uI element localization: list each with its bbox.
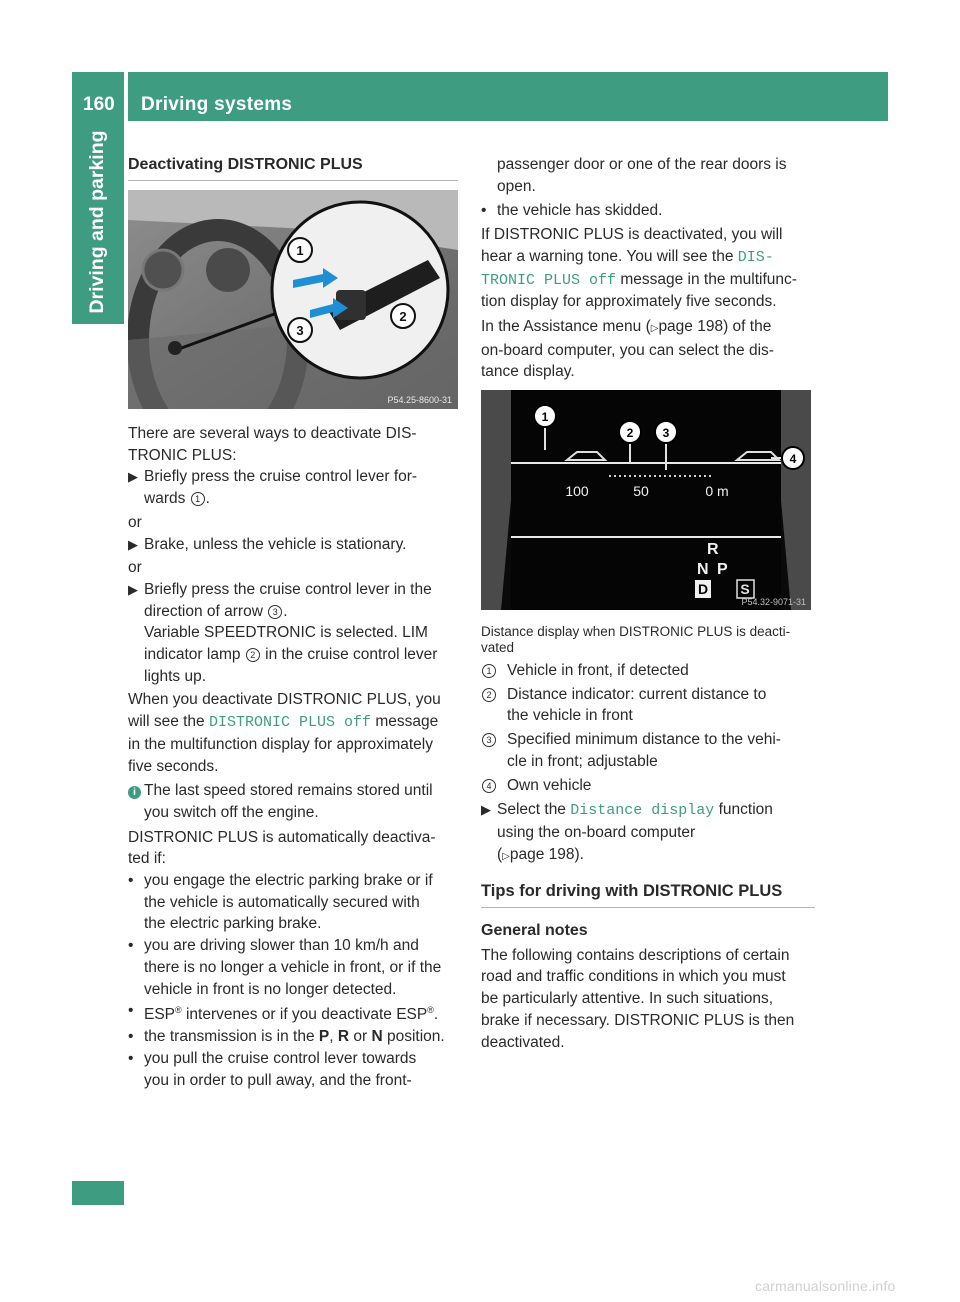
header-page-number-bar (72, 72, 124, 121)
info-icon: i (128, 786, 141, 799)
step-item: ▶ Briefly press the cruise control lever in the (128, 579, 460, 601)
gear-n: N (697, 561, 709, 578)
display-message: DISTRONIC PLUS off (209, 714, 372, 732)
callout-3: 3 (296, 323, 304, 338)
intro-line: There are several ways to deactivate DIS- (128, 425, 417, 442)
left-text: There are several ways to deactivate DIS- TRONIC PLUS: ▶ Briefly press the cruise control lever for- wards 1 . or ▶ Brake, unless the vehicle is stationary. or ▶ Briefly press the cruise control lever in the direction of arrow 3 . Variable SPEEDTRONIC is selected. LIM indicator lamp 2 in the cruise control lever lights up. When you deactivate DISTRONIC PLUS, you will see the DISTRONIC PLUS off message in the multifunction display for approximately five seconds. i The last speed stored remains stored until you switch off the engine. DISTRONIC PLUS is automatically deactiva- ted if: • you engage the electric parking brake or if the vehicle is automatically secured with the electric parking brake. • you are driving slower than 10 km/h and there is no longer a vehicle in front, or if the vehicle in front is no longer detected. • ESP® intervenes or if you deactivate ESP®. • the transmission is in the P, R or N position. • you pull the cruise control lever towards you in order to pull away, and the front- (128, 423, 460, 1091)
page-number: 160 (83, 94, 115, 116)
section-title: Driving systems (141, 94, 293, 116)
lever-illustration (128, 190, 458, 409)
bullet-icon: • (128, 872, 134, 890)
bullet-item: • the vehicle has skidded. (481, 200, 815, 222)
general-notes-heading: General notes (481, 922, 588, 940)
callout-1: 1 (541, 410, 549, 424)
triangle-right-icon: ▶ (128, 581, 138, 597)
gear-p: P (717, 561, 728, 578)
figure-code: P54.25-8600-31 (387, 395, 452, 405)
gear-d: D (697, 581, 709, 597)
distance-display-illustration (481, 390, 811, 610)
function-name: Distance display (570, 802, 715, 820)
bullet-icon: • (128, 1002, 134, 1020)
side-tab-label: Driving and parking (86, 130, 109, 314)
right-text-bottom: Distance display when DISTRONIC PLUS is deacti- vated 1 Vehicle in front, if detected 2 Distance indicator: current distance to the vehicle in front 3 Specified minimum distance to the vehi- cle in front; adjustable 4 Own vehicle ▶ Select the Distance display function using the on-board computer (▷page 198). Tips for driving with DISTRONIC PLUS General notes The following contains descriptions of certain road and traffic conditions in which you must be particularly attentive. In such situations, brake if necessary. DISTRONIC PLUS is then deactivated. (481, 624, 815, 1053)
callout-ref-3: 3 (268, 605, 282, 619)
intro-line: TRONIC PLUS: (128, 446, 237, 464)
callout-2: 2 (626, 426, 634, 440)
lever-figure (128, 190, 458, 409)
gear-r: R (707, 541, 719, 558)
triangle-right-icon: ▶ (481, 802, 491, 818)
callout-ref-2: 2 (246, 648, 260, 662)
bullet-icon: • (128, 1028, 134, 1046)
right-text-top: passenger door or one of the rear doors is open. • the vehicle has skidded. If DISTRONIC PLUS is deactivated, you will hear a warning tone. You will see the DIS‐ TRONIC PLUS off message in the multifunc- tion display for approximately five seconds. In the Assistance menu (▷page 198) of the on-board computer, you can select the dis- tance display. (481, 154, 815, 383)
scale-label: 50 (633, 483, 649, 499)
triangle-right-icon: ▶ (128, 536, 138, 552)
figure-code: P54.32-9071-31 (741, 597, 806, 607)
bullet-icon: • (128, 937, 134, 955)
step-item: ▶ Brake, unless the vehicle is stationary. (128, 534, 460, 556)
bullet-item: • ESP® intervenes or if you deactivate ESP®. (128, 1000, 460, 1026)
page-arrow-icon: ▷ (650, 322, 659, 334)
step-item: ▶ Briefly press the cruise control lever for- (128, 466, 460, 488)
section-heading: Deactivating DISTRONIC PLUS (128, 154, 458, 181)
legend-item: 1 Vehicle in front, if detected (481, 660, 815, 682)
tips-heading: Tips for driving with DISTRONIC PLUS (481, 881, 815, 908)
header-title-bar (128, 72, 888, 121)
display-message: TRONIC PLUS off (481, 271, 617, 289)
left-column (128, 154, 458, 181)
callout-4: 4 (789, 452, 797, 466)
bullet-item: • the transmission is in the P, R or N position. (128, 1026, 460, 1048)
callout-ref-1: 1 (191, 492, 205, 506)
callout-1: 1 (296, 243, 304, 258)
callout-3: 3 (662, 426, 670, 440)
or-text: or (128, 513, 142, 531)
footer-watermark: carmanualsonline.info (755, 1278, 896, 1294)
triangle-right-icon: ▶ (128, 469, 138, 485)
distance-display-figure (481, 390, 811, 610)
legend-item: 4 Own vehicle (481, 775, 815, 797)
gear-s: S (740, 581, 750, 597)
page-arrow-icon: ▷ (502, 850, 510, 862)
bullet-item: • you pull the cruise control lever towards (128, 1048, 460, 1070)
figure-caption: Distance display when DISTRONIC PLUS is deacti- (481, 624, 791, 639)
callout-2: 2 (399, 309, 407, 324)
or-text: or (128, 559, 142, 577)
info-note: i The last speed stored remains stored until (128, 780, 460, 802)
side-block (72, 1181, 124, 1205)
bullet-icon: • (481, 202, 487, 220)
figure-caption: vated (481, 640, 515, 655)
bullet-icon: • (128, 1049, 134, 1067)
bullet-item: • you engage the electric parking brake or if (128, 870, 460, 892)
legend-item: 3 Specified minimum distance to the vehi- (481, 729, 815, 751)
bullet-item: • you are driving slower than 10 km/h and (128, 935, 460, 957)
display-message: DIS‐ (737, 248, 774, 266)
scale-label: 0 m (705, 483, 729, 499)
legend-item: 2 Distance indicator: current distance to (481, 684, 815, 706)
scale-label: 100 (565, 483, 589, 499)
step-item: ▶ Select the Distance display function (481, 799, 815, 822)
